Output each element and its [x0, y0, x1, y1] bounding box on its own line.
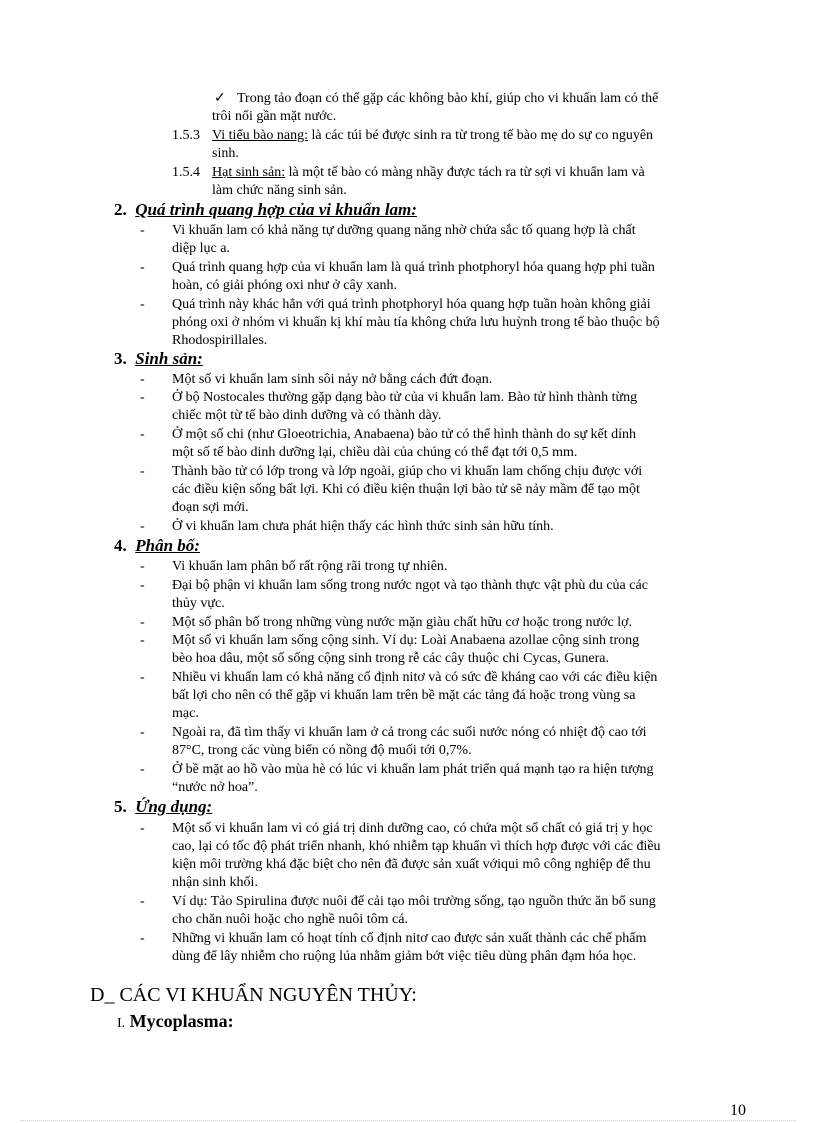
list-line: cho chăn nuôi hoặc cho nghề nuôi tôm cá.: [172, 912, 408, 927]
section-heading: 3. Sinh sản:: [114, 349, 203, 368]
list-line: Đại bộ phận vi khuẩn lam sống trong nước ngọt và tạo thành thực vật phù du của các: [172, 578, 648, 593]
list-line: các điều kiện sống bất lợi. Khi có điều kiện thuận lợi bào tử sẽ nảy mầm để tạo một: [172, 482, 640, 497]
list-line: Rhodospirillales.: [172, 333, 268, 348]
bullet-dash: -: [140, 670, 145, 685]
list-line: Quá trình này khác hẳn với quá trình photphoryl hóa quang hợp tuần hoàn không giải: [172, 297, 651, 312]
check-item-line: Trong tảo đoạn có thể gặp các không bào khí, giúp cho vi khuẩn lam có thể: [237, 91, 659, 106]
list-line: bèo hoa dâu, một số sống cộng sinh trong rễ các cây thuộc chi Cycas, Gunera.: [172, 651, 609, 666]
list-line: phóng oxi ở nhóm vi khuẩn kị khí màu tía không chứa lưu huỳnh trong tế bào thuộc bộ: [172, 315, 660, 330]
term: Vi tiểu bào nang:: [212, 128, 308, 143]
list-line: thủy vực.: [172, 596, 225, 611]
definition: là một tế bào có màng nhầy được tách ra từ sợi vi khuẩn lam và: [285, 165, 645, 180]
list-line: Thành bào tử có lớp trong và lớp ngoài, giúp cho vi khuẩn lam chống chịu được với: [172, 464, 643, 479]
list-line: diệp lục a.: [172, 241, 230, 256]
list-line: Ví dụ: Tảo Spirulina được nuôi để cải tạo môi trường sống, tạo nguồn thức ăn bổ sung: [172, 894, 656, 909]
bullet-dash: -: [140, 390, 145, 405]
chapter-heading: D_ CÁC VI KHUẨN NGUYÊN THỦY:: [90, 984, 417, 1006]
list-line: cao, lại có tốc độ phát triển nhanh, khó nhiễm tạp khuẩn vì thích hợp được với các điều: [172, 839, 661, 854]
list-line: chiếc một từ tế bào dinh dưỡng và có thành dày.: [172, 408, 442, 423]
item-text: làm chức năng sinh sản.: [212, 183, 347, 198]
page-number: 10: [730, 1102, 746, 1119]
bullet-dash: -: [140, 821, 145, 836]
bullet-dash: -: [140, 427, 145, 442]
bullet-dash: -: [140, 297, 145, 312]
list-line: Vi khuẩn lam có khả năng tự dưỡng quang năng nhờ chứa sắc tố quang hợp là chất: [172, 223, 636, 238]
check-item-line: trôi nổi gần mặt nước.: [212, 109, 337, 124]
bullet-dash: -: [140, 578, 145, 593]
list-line: mạc.: [172, 706, 199, 721]
bullet-dash: -: [140, 633, 145, 648]
list-line: bất lợi cho nên có thể gặp vi khuẩn lam trên bề mặt các tảng đá hoặc trong vùng sa: [172, 688, 636, 703]
bullet-dash: -: [140, 894, 145, 909]
section-heading: 4. Phân bố:: [114, 536, 200, 555]
list-line: Ngoài ra, đã tìm thấy vi khuẩn lam ở cả trong các suối nước nóng có nhiệt độ cao tới: [172, 725, 647, 740]
item-text: [212, 164, 645, 182]
item-number: 1.5.3: [172, 128, 200, 143]
bullet-dash: -: [140, 260, 145, 275]
item-text: sinh.: [212, 146, 239, 161]
bullet-dash: -: [140, 519, 145, 534]
list-line: nhận sinh khối.: [172, 875, 258, 890]
list-line: Nhiều vi khuẩn lam có khả năng cố định nitơ và có sức đề kháng cao với các điều kiện: [172, 670, 658, 685]
list-line: Quá trình quang hợp của vi khuẩn lam là quá trình photphoryl hóa quang hợp phi tuần: [172, 260, 655, 275]
list-line: đoạn sợi mới.: [172, 500, 249, 515]
bullet-dash: -: [140, 931, 145, 946]
list-line: Một số vi khuẩn lam sinh sôi nảy nở bằng cách đứt đoạn.: [172, 372, 493, 387]
list-line: dùng để lây nhiễm cho ruộng lúa nhằm giảm bớt việc tiêu dùng phân đạm hóa học.: [172, 949, 637, 964]
list-line: Ở vi khuẩn lam chưa phát hiện thấy các hình thức sinh sản hữu tính.: [172, 519, 554, 534]
checkmark-icon: ✓: [214, 91, 226, 106]
section-heading: 2. Quá trình quang hợp của vi khuẩn lam:: [114, 200, 417, 219]
footer-divider: [20, 1120, 796, 1121]
section-heading: 5. Ứng dụng:: [114, 797, 213, 816]
list-line: Một số vi khuẩn lam vì có giá trị dinh dưỡng cao, có chứa một số chất có giá trị y học: [172, 821, 653, 836]
list-line: Ở một số chi (như Gloeotrichia, Anabaena) bào tử có thể hình thành do sự kết dính: [172, 427, 637, 442]
bullet-dash: -: [140, 464, 145, 479]
definition: là các túi bé được sinh ra từ trong tế bào mẹ do sự co nguyên: [307, 128, 654, 143]
bullet-dash: -: [140, 615, 145, 630]
list-line: một số tế bào dinh dưỡng lại, chiều dài của chúng có thể đạt tới 0,5 mm.: [172, 445, 578, 460]
list-line: kiện môi trường khá đặc biệt cho nên đã được sản xuất vớiqui mô công nghiệp để thu: [172, 857, 651, 872]
list-line: Những vi khuẩn lam có hoạt tính cố định nitơ cao được sản xuất thành các chế phẩm: [172, 931, 647, 946]
list-line: 87°C, trong các vùng biển có nồng độ muối tới 0,7%.: [172, 743, 472, 758]
bullet-dash: -: [140, 372, 145, 387]
item-text: [212, 127, 653, 145]
bullet-dash: -: [140, 559, 145, 574]
bullet-dash: -: [140, 725, 145, 740]
list-line: Vi khuẩn lam phân bố rất rộng rãi trong tự nhiên.: [172, 559, 448, 574]
list-line: Một số phân bố trong những vùng nước mặn giàu chất hữu cơ hoặc trong nước lợ.: [172, 615, 633, 630]
bullet-dash: -: [140, 223, 145, 238]
list-line: “nước nở hoa”.: [172, 780, 258, 795]
list-line: Ở bộ Nostocales thường gặp dạng bào tử của vi khuẩn lam. Bào tử hình thành từng: [172, 390, 638, 405]
term: Hạt sinh sản:: [212, 165, 286, 180]
list-line: Một số vi khuẩn lam sống cộng sinh. Ví dụ: Loài Anabaena azollae cộng sinh trong: [172, 633, 640, 648]
list-line: Ở bề mặt ao hồ vào mùa hè có lúc vi khuẩn lam phát triển quá mạnh tạo ra hiện tượng: [172, 762, 654, 777]
list-line: hoàn, có giải phóng oxi như ở cây xanh.: [172, 278, 397, 293]
subsection-heading: I. Mycoplasma:: [117, 1011, 234, 1031]
bullet-dash: -: [140, 762, 145, 777]
item-number: 1.5.4: [172, 165, 200, 180]
